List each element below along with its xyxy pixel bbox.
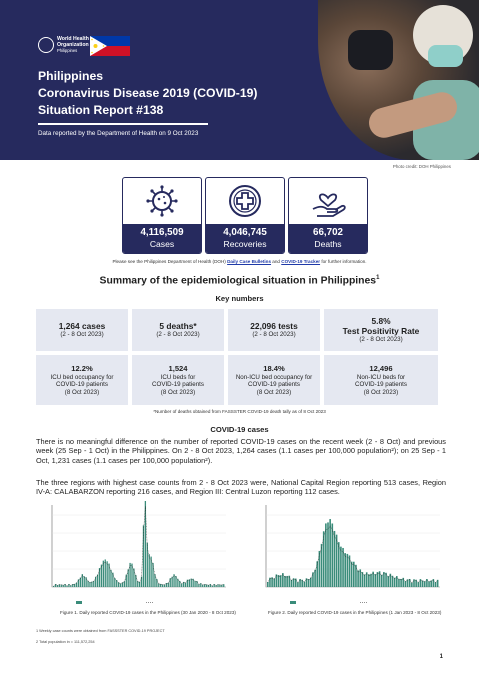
summary-title: Summary of the epidemiological situation in Philippines$^1$	[99, 275, 380, 287]
covid-tracker-link[interactable]: COVID-19 Tracker	[281, 259, 321, 264]
org-line3: Philippines	[57, 48, 78, 53]
weekly-deaths-card: 5 deaths* (2 - 8 Oct 2023)	[132, 309, 224, 351]
data-reported-note: Data reported by the Department of Health on 9 Oct 2023	[38, 130, 199, 137]
cases-figure-box	[122, 177, 202, 254]
page-number: 1	[439, 654, 443, 660]
title-country: Philippines	[38, 69, 104, 83]
recoveries-label: Recoveries	[223, 239, 267, 249]
org-line2: Organization	[57, 42, 89, 48]
photo-credit: Photo credit: DOH Philippines	[392, 164, 451, 169]
figure1-chart	[36, 501, 231, 608]
figure1-caption: Figure 1. Daily reported COVID-19 cases in the Philippines (30 Jan 2020 - 8 Oct 2023)	[60, 610, 236, 615]
figure1-plot	[36, 501, 231, 608]
icu-occupancy-card: 12.2% ICU bed occupancy for COVID-19 patients (8 Oct 2023)	[36, 355, 128, 405]
title-report-number: Situation Report #138	[38, 103, 164, 117]
weekly-tests-card: 22,096 tests (2 - 8 Oct 2023)	[228, 309, 320, 351]
icu-beds-card: 1,524 ICU beds for COVID-19 patients (8 Oct 2023)	[132, 355, 224, 405]
virus-icon	[143, 184, 181, 218]
org-line1: World Health	[57, 36, 89, 42]
who-emblem-icon	[38, 37, 54, 53]
recoveries-figure-box	[205, 177, 285, 254]
deaths-source-note: *Number of deaths obtained from FASSSTER COVID-19 death tally as of 8 Oct 2023	[153, 409, 326, 414]
covid-cases-heading: COVID-19 cases	[210, 425, 269, 434]
footnote-1: 1 Weekly case counts were obtained from FASSSTER COVID-19 PROJECT	[36, 629, 165, 633]
deaths-figure-box	[288, 177, 368, 254]
regions-paragraph: The three regions with highest case counts from 2 - 8 Oct 2023 were, National Capital Region reporting 513 cases, Region IV-A: CALABARZON reporting 216 cases, and Region III: Central Luzon reporting 112 cases.	[36, 478, 446, 497]
title-divider	[38, 123, 208, 125]
figure2-chart	[250, 501, 445, 608]
medical-cross-icon	[227, 183, 263, 219]
see-doh-note: Please see the Philippines Department of Health (DOH) Daily Case Bulletins and COVID-19 Tracker for further information.	[112, 259, 367, 264]
key-numbers-heading: Key numbers	[215, 294, 264, 303]
test-positivity-card: 5.8% Test Positivity Rate (2 - 8 Oct 2023)	[324, 309, 438, 351]
weekly-comparison-paragraph: There is no meaningful difference on the number of reported COVID-19 cases on the recent week (2 - 8 Oct) and previous week (25 Sep - 1 Oct) in the Philippines. On 2 - 8 Oct 2023, 1,264 cases (1.1 cases per 100,000 population²); on 25 Sep - 1 Oct, 1,231 cases (1.1 cases per 100,000 population²).	[36, 437, 446, 465]
report-title	[38, 68, 257, 119]
report-header	[0, 0, 479, 160]
weekly-cases-card: 1,264 cases (2 - 8 Oct 2023)	[36, 309, 128, 351]
title-disease: Coronavirus Disease 2019 (COVID-19)	[38, 86, 258, 100]
header-photo	[318, 0, 479, 160]
non-icu-occupancy-card: 18.4% Non-ICU bed occupancy for COVID-19 patients (8 Oct 2023)	[228, 355, 320, 405]
footnote-2: 2 Total population in = 111,572,254	[36, 640, 95, 644]
deaths-label: Deaths	[314, 239, 342, 249]
figure2-plot	[250, 501, 445, 608]
figure2-caption: Figure 2. Daily reported COVID-19 cases in the Philippines (1 Jan 2023 - 8 Oct 2023)	[268, 610, 442, 615]
cases-label: Cases	[149, 239, 175, 249]
cases-value: 4,116,509	[140, 227, 184, 238]
philippines-flag-icon	[90, 36, 130, 56]
deaths-value: 66,702	[313, 227, 343, 238]
hand-heart-icon	[309, 184, 347, 218]
daily-case-bulletins-link[interactable]: Daily Case Bulletins	[227, 259, 272, 264]
non-icu-beds-card: 12,496 Non-ICU beds for COVID-19 patients (8 Oct 2023)	[324, 355, 438, 405]
recoveries-value: 4,046,745	[223, 227, 267, 238]
